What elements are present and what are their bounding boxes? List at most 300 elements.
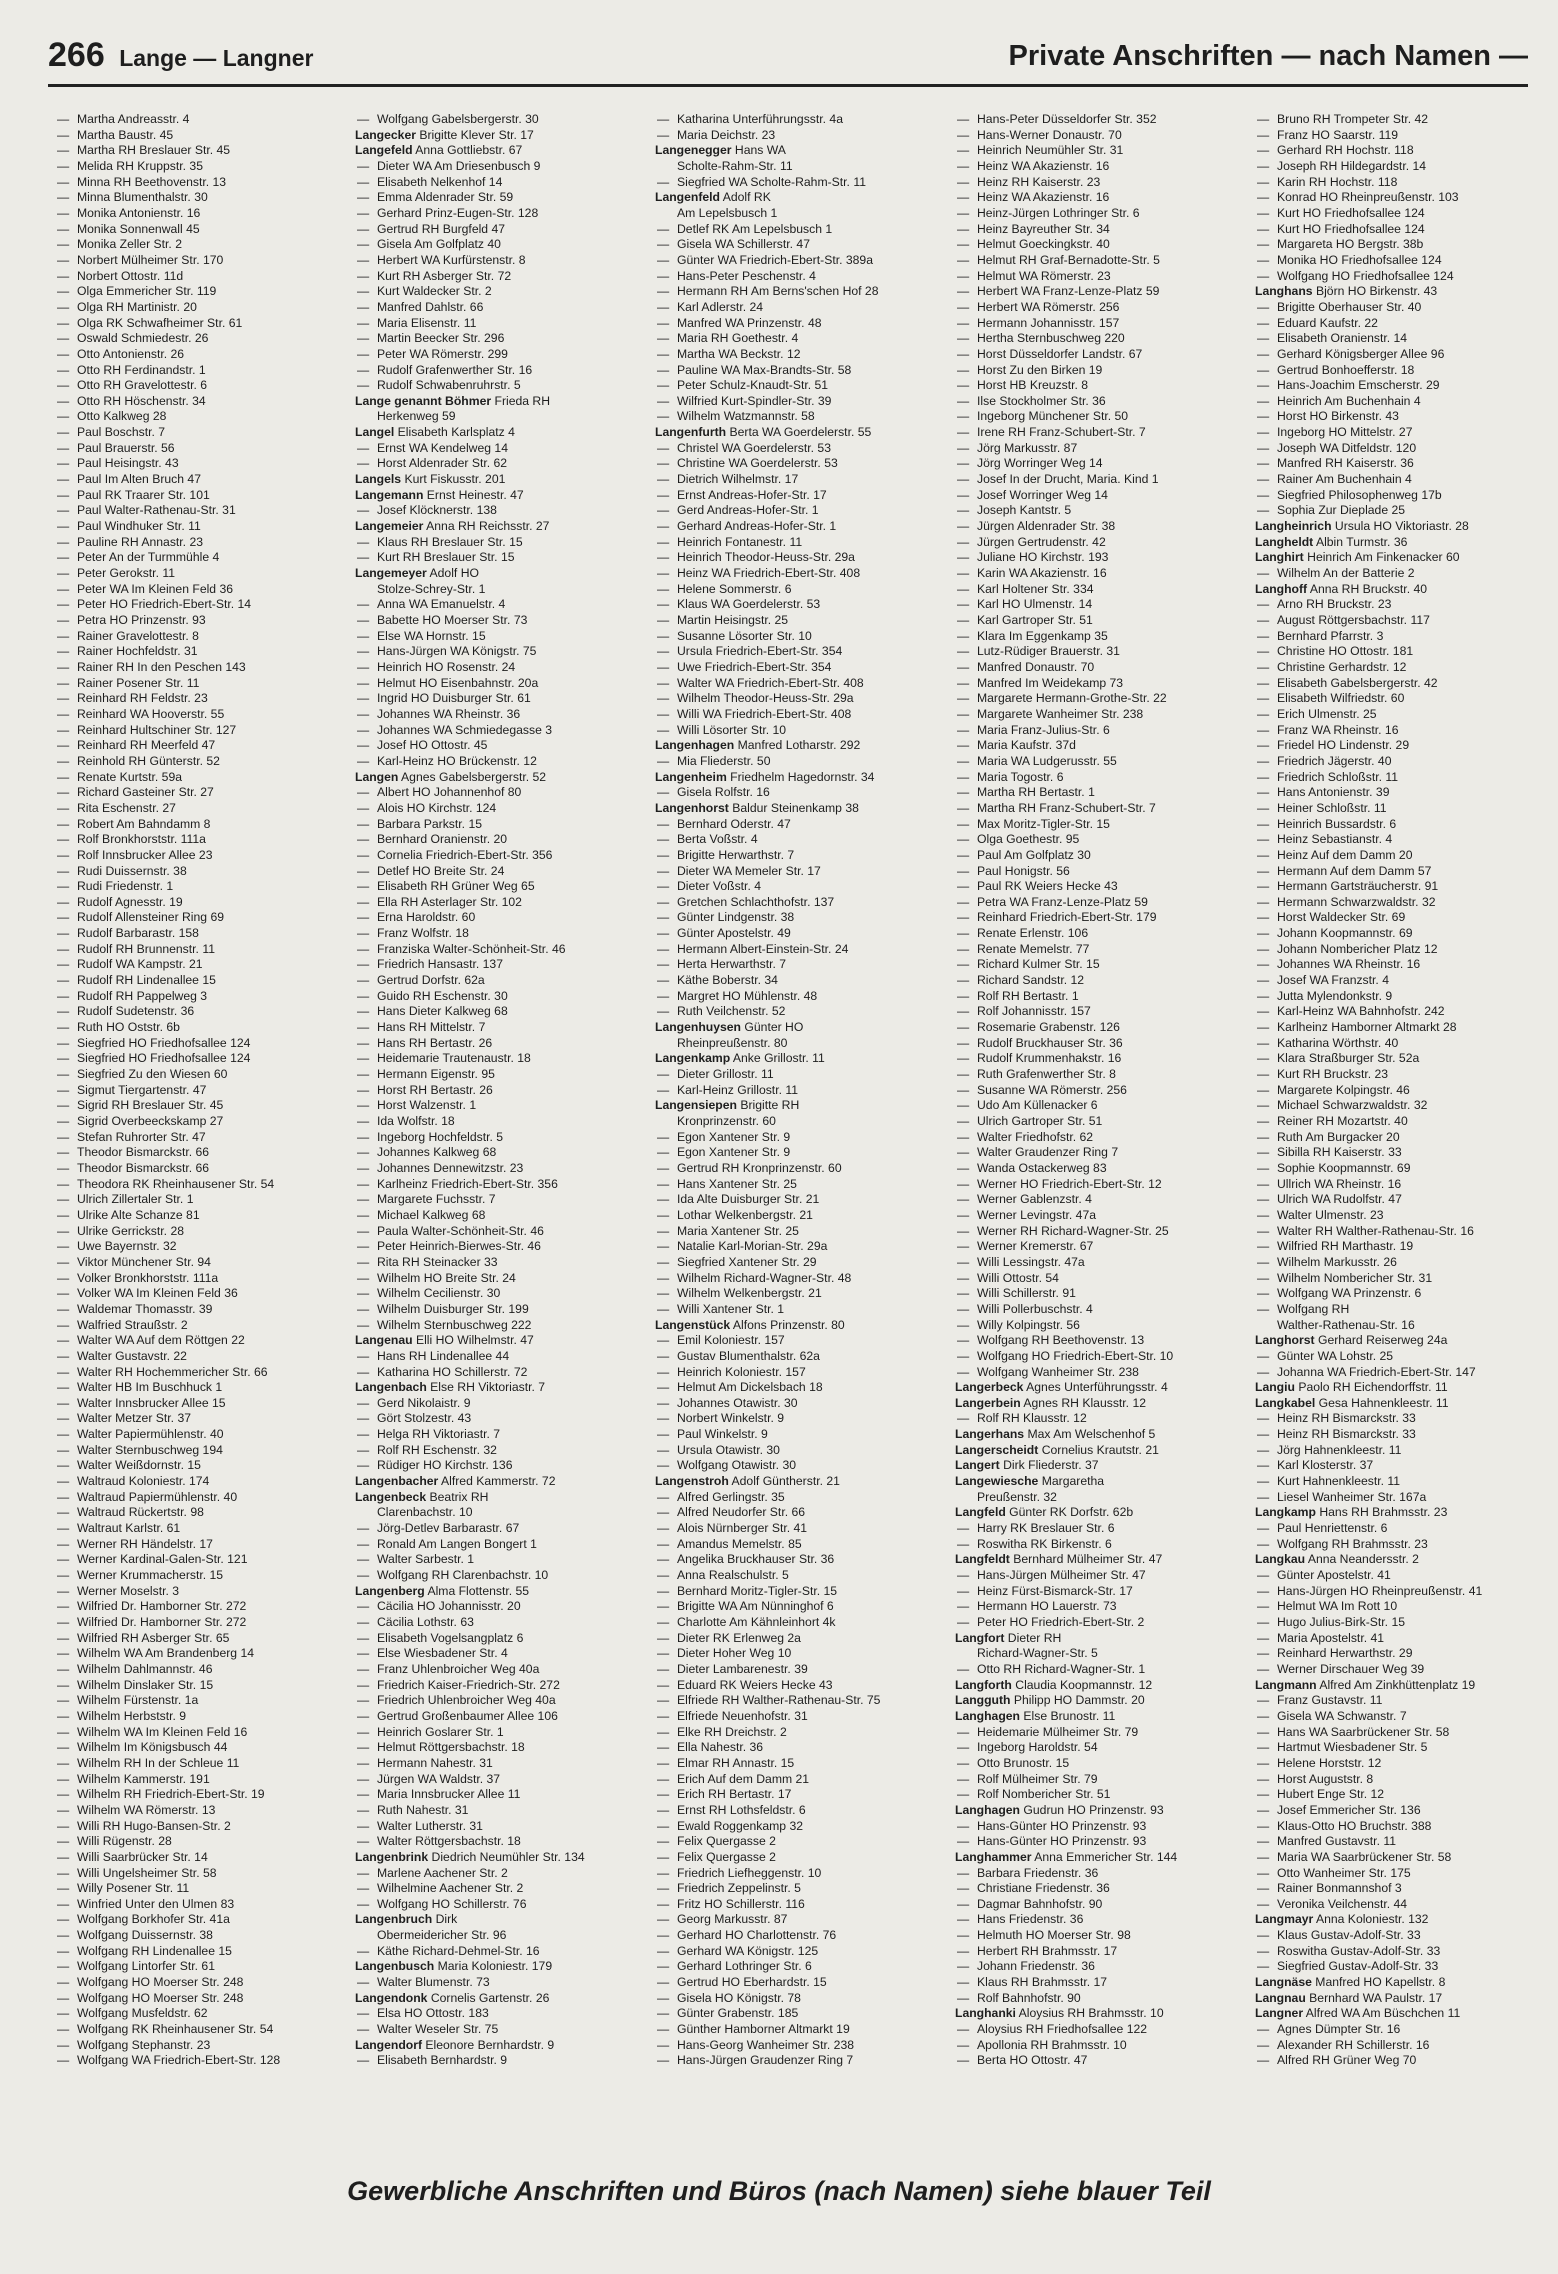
ditto-dash: — (657, 550, 670, 565)
listing-entry: — Monika HO Friedhofsallee 124 (1257, 252, 1442, 267)
ditto-dash: — (357, 2022, 370, 2037)
ditto-dash: — (357, 268, 370, 283)
ditto-dash: — (357, 112, 370, 126)
ditto-dash: — (1257, 205, 1270, 220)
listing-entry: — Horst HO Birkenstr. 43 (1257, 409, 1399, 424)
surname-entry: Langecker Brigitte Klever Str. 17 (355, 127, 534, 142)
ditto-dash: — (1257, 503, 1270, 518)
listing-entry: — Jürgen Aldenrader Str. 38 (957, 519, 1116, 534)
listing-entry: — Felix Quergasse 2 (657, 1849, 776, 1864)
listing-entry: — Juliane HO Kirchstr. 193 (957, 550, 1109, 565)
ditto-dash: — (957, 1301, 970, 1316)
ditto-dash: — (1257, 988, 1270, 1003)
ditto-dash: — (957, 1286, 970, 1301)
surname-entry: Langhammer Anna Emmericher Str. 144 (955, 1849, 1178, 1864)
listing-entry: — Reinhard WA Hooverstr. 55 (57, 706, 225, 721)
listing-entry: — Maria Apostelstr. 41 (1257, 1630, 1385, 1645)
continuation-line: Stolze-Schrey-Str. 1 (377, 581, 486, 596)
ditto-dash: — (657, 659, 670, 674)
surname-entry: Langmayr Anna Koloniestr. 132 (1255, 1912, 1429, 1927)
ditto-dash: — (357, 331, 370, 346)
listing-entry: — Karl-Heinz WA Bahnhofstr. 242 (1257, 1004, 1445, 1019)
ditto-dash: — (957, 2022, 970, 2037)
listing-entry: — Werner Kardinal-Galen-Str. 121 (57, 1552, 248, 1567)
ditto-dash: — (957, 1865, 970, 1880)
ditto-dash: — (57, 143, 70, 158)
ditto-dash: — (57, 393, 70, 408)
ditto-dash: — (1257, 706, 1270, 721)
ditto-dash: — (57, 1787, 70, 1802)
ditto-dash: — (1257, 1082, 1270, 1097)
ditto-dash: — (657, 1787, 670, 1802)
ditto-dash: — (357, 847, 370, 862)
ditto-dash: — (357, 1802, 370, 1817)
ditto-dash: — (657, 832, 670, 847)
surname: Langerscheidt (955, 1442, 1039, 1457)
continuation-line: Obermeidericher Str. 96 (377, 1928, 507, 1943)
ditto-dash: — (1257, 1348, 1270, 1363)
listing-entry: — Wolfgang WA Friedrich-Ebert-Str. 128 (57, 2053, 281, 2068)
ditto-dash: — (57, 2022, 70, 2037)
ditto-dash: — (357, 1568, 370, 1583)
listing-entry: — Willi Saarbrücker Str. 14 (57, 1849, 208, 1864)
listing-entry: — Gisela Am Golfplatz 40 (357, 237, 501, 252)
ditto-dash: — (357, 1082, 370, 1097)
listing-entry: — Ruth Am Burgacker 20 (1257, 1129, 1400, 1144)
listing-entry: — Karl Klosterstr. 37 (1257, 1458, 1374, 1473)
ditto-dash: — (357, 691, 370, 706)
ditto-dash: — (957, 1661, 970, 1676)
directory-column-4 (955, 112, 1255, 2147)
listing-entry: — Richard Sandstr. 12 (957, 973, 1085, 988)
listing-entry: — Hans-Werner Donaustr. 70 (957, 127, 1122, 142)
ditto-dash: — (657, 1818, 670, 1833)
ditto-dash: — (57, 378, 70, 393)
listing-entry: — Volker Bronkhorststr. 111a (57, 1270, 219, 1285)
listing-entry: — Ulrich WA Rudolfstr. 47 (1257, 1192, 1402, 1207)
surname-entry: Langerscheidt Cornelius Krautstr. 21 (955, 1442, 1159, 1457)
listing-entry: — Walter Weseler Str. 75 (357, 2022, 499, 2037)
listing-entry: — Fritz HO Schillerstr. 116 (657, 1896, 805, 1911)
ditto-dash: — (657, 1536, 670, 1551)
ditto-dash: — (57, 1270, 70, 1285)
listing-entry: — Norbert Ottostr. 11d (57, 268, 184, 283)
ditto-dash: — (957, 1051, 970, 1066)
listing-entry: — Gisela WA Schillerstr. 47 (657, 237, 810, 252)
ditto-dash: — (657, 941, 670, 956)
surname: Langert (955, 1458, 1000, 1473)
surname-entry: Langenstroh Adolf Güntherstr. 21 (655, 1474, 840, 1489)
listing-entry: — Karl-Heinz Grillostr. 11 (657, 1082, 799, 1097)
ditto-dash: — (357, 1035, 370, 1050)
listing-entry: — Heinz Fürst-Bismarck-Str. 17 (957, 1583, 1133, 1598)
ditto-dash: — (57, 1552, 70, 1567)
ditto-dash: — (57, 566, 70, 581)
ditto-dash: — (357, 1771, 370, 1786)
ditto-dash: — (1257, 1098, 1270, 1113)
listing-entry: — Horst Auguststr. 8 (1257, 1771, 1374, 1786)
ditto-dash: — (1257, 1442, 1270, 1457)
ditto-dash: — (957, 1411, 970, 1426)
ditto-dash: — (357, 1975, 370, 1990)
listing-entry: — Helmut Am Dickelsbach 18 (657, 1380, 823, 1395)
ditto-dash: — (657, 581, 670, 596)
listing-entry: — Hans RH Bertastr. 26 (357, 1035, 493, 1050)
ditto-dash: — (57, 205, 70, 220)
listing-entry: — Siegfried Zu den Wiesen 60 (57, 1067, 228, 1082)
listing-entry: — Hans-Peter Peschenstr. 4 (657, 268, 816, 283)
ditto-dash: — (357, 1458, 370, 1473)
listing-entry: — Natalie Karl-Morian-Str. 29a (657, 1239, 828, 1254)
listing-entry: — Olga Goethestr. 95 (957, 832, 1080, 847)
listing-entry: — Gerhard Andreas-Hofer-Str. 1 (657, 519, 837, 534)
ditto-dash: — (957, 425, 970, 440)
listing-entry: — Werner Levingstr. 47a (957, 1207, 1097, 1222)
listing-entry: — Ulrike Gerrickstr. 28 (57, 1223, 184, 1238)
listing-entry: — Hans Antonienstr. 39 (1257, 785, 1390, 800)
ditto-dash: — (657, 112, 670, 126)
ditto-dash: — (957, 1333, 970, 1348)
ditto-dash: — (57, 127, 70, 142)
listing-entry: — Johannes WA Schmiedegasse 3 (357, 722, 553, 737)
ditto-dash: — (57, 1458, 70, 1473)
ditto-dash: — (657, 847, 670, 862)
surname: Langefeld (355, 143, 413, 158)
ditto-dash: — (357, 205, 370, 220)
listing-entry: — Wolfgang Borkhofer Str. 41a (57, 1912, 230, 1927)
surname-entry: Langkabel Gesa Hahnenkleestr. 11 (1255, 1395, 1449, 1410)
surname-entry: Langmann Alfred Am Zinkhüttenplatz 19 (1255, 1677, 1476, 1692)
listing-entry: — Roswitha RK Birkenstr. 6 (957, 1536, 1112, 1551)
ditto-dash: — (57, 941, 70, 956)
ditto-dash: — (57, 1740, 70, 1755)
listing-entry: — Manfred RH Kaiserstr. 36 (1257, 456, 1414, 471)
ditto-dash: — (1257, 1458, 1270, 1473)
surname-entry: Langemeier Anna RH Reichsstr. 27 (355, 519, 550, 534)
ditto-dash: — (657, 534, 670, 549)
listing-entry: — Eduard Kaufstr. 22 (1257, 315, 1378, 330)
ditto-dash: — (657, 1364, 670, 1379)
listing-entry: — Johannes Kalkweg 68 (357, 1145, 497, 1160)
ditto-dash: — (1257, 1489, 1270, 1504)
ditto-dash: — (1257, 1928, 1270, 1943)
listing-entry: — Siegfried Gustav-Adolf-Str. 33 (1257, 1959, 1439, 1974)
listing-entry: — Rudolf RH Brunnenstr. 11 (57, 941, 215, 956)
surname: Langhans (1255, 284, 1313, 299)
listing-entry: — Friedrich Uhlenbroicher Weg 40a (357, 1693, 556, 1708)
ditto-dash: — (57, 503, 70, 518)
continuation-line: Herkenweg 59 (377, 409, 456, 424)
listing-entry: — Johanna WA Friedrich-Ebert-Str. 147 (1257, 1364, 1476, 1379)
ditto-dash: — (57, 800, 70, 815)
continuation-line: Preußenstr. 32 (977, 1489, 1057, 1504)
listing-entry: — Johann Koopmannstr. 69 (1257, 926, 1413, 941)
ditto-dash: — (957, 706, 970, 721)
listing-entry: — Walter Weißdornstr. 15 (57, 1458, 201, 1473)
listing-entry: — Elisabeth Wilfriedstr. 60 (1257, 691, 1405, 706)
ditto-dash: — (57, 1661, 70, 1676)
page-heading-left (48, 36, 313, 75)
listing-entry: — Richard Gasteiner Str. 27 (57, 785, 214, 800)
listing-entry: — Ella Nahestr. 36 (657, 1740, 764, 1755)
surname-entry: Langhanki Aloysius RH Brahmsstr. 10 (955, 2006, 1164, 2021)
ditto-dash: — (357, 1098, 370, 1113)
listing-entry: — Gerhard RH Hochstr. 118 (1257, 143, 1414, 158)
surname: Langenfeld (655, 190, 721, 205)
listing-entry: — Else WA Hornstr. 15 (357, 628, 486, 643)
listing-entry: — Rolf RH Bertastr. 1 (957, 988, 1079, 1003)
listing-entry: — Martha Andreasstr. 4 (57, 112, 190, 126)
ditto-dash: — (357, 1317, 370, 1332)
ditto-dash: — (57, 1724, 70, 1739)
ditto-dash: — (57, 534, 70, 549)
listing-entry: — Gretchen Schlachthofstr. 137 (657, 894, 835, 909)
listing-entry: — Walfried Straußstr. 2 (57, 1317, 188, 1332)
listing-entry: — Emil Koloniestr. 157 (657, 1333, 785, 1348)
listing-entry: — Waltraud Papiermühlenstr. 40 (57, 1489, 238, 1504)
listing-entry: — Walter Gustavstr. 22 (57, 1348, 187, 1363)
surname: Langfeldt (955, 1552, 1010, 1567)
listing-entry: — Wolfgang RK Rheinhausener Str. 54 (57, 2022, 274, 2037)
listing-entry: — Gisela Rolfstr. 16 (657, 785, 770, 800)
surname-entry: Langen Agnes Gabelsbergerstr. 52 (355, 769, 547, 784)
listing-entry: — Reinhard Friedrich-Ebert-Str. 179 (957, 910, 1157, 925)
listing-entry: — Josef In der Drucht, Maria. Kind 1 (957, 472, 1159, 487)
ditto-dash: — (957, 800, 970, 815)
ditto-dash: — (957, 659, 970, 674)
ditto-dash: — (1257, 785, 1270, 800)
listing-entry: — Anna Realschulstr. 5 (657, 1568, 789, 1583)
ditto-dash: — (1257, 1536, 1270, 1551)
surname-entry: Langert Dirk Fliederstr. 37 (955, 1458, 1099, 1473)
ditto-dash: — (657, 1661, 670, 1676)
directory-column-3 (655, 112, 955, 2147)
surname: Langhirt (1255, 550, 1304, 565)
listing-entry: — Rita Eschenstr. 27 (57, 800, 176, 815)
listing-entry: — Babette HO Moerser Str. 73 (357, 613, 528, 627)
ditto-dash: — (1257, 816, 1270, 831)
listing-entry: — Ilse Stockholmer Str. 36 (957, 393, 1106, 408)
listing-entry: — Margret HO Mühlenstr. 48 (657, 988, 818, 1003)
ditto-dash: — (357, 1834, 370, 1849)
ditto-dash: — (57, 581, 70, 596)
surname-entry: Langfort Dieter RH (955, 1630, 1062, 1645)
ditto-dash: — (57, 158, 70, 173)
listing-entry: — Hermann Schwarzwaldstr. 32 (1257, 894, 1436, 909)
listing-entry: — Wolfgang WA Prinzenstr. 6 (1257, 1286, 1422, 1301)
listing-entry: — Rudolf RH Lindenallee 15 (57, 973, 216, 988)
listing-entry: — Dieter Lambarenestr. 39 (657, 1661, 808, 1676)
listing-entry: — Karin WA Akazienstr. 16 (957, 566, 1107, 581)
continuation-line: Clarenbachstr. 10 (377, 1505, 473, 1520)
ditto-dash: — (1257, 1286, 1270, 1301)
ditto-dash: — (957, 1035, 970, 1050)
ditto-dash: — (357, 1521, 370, 1536)
listing-entry: — Hans Dieter Kalkweg 68 (357, 1004, 508, 1019)
ditto-dash: — (57, 425, 70, 440)
ditto-dash: — (957, 440, 970, 455)
ditto-dash: — (957, 1568, 970, 1583)
listing-entry: — Helene Sommerstr. 6 (657, 581, 792, 596)
listing-entry: — Manfred Donaustr. 70 (957, 659, 1095, 674)
listing-entry: — Wolfgang HO Moerser Str. 248 (57, 1975, 244, 1990)
listing-entry: — Paul Heisingstr. 43 (57, 456, 179, 471)
ditto-dash: — (57, 1082, 70, 1097)
listing-entry: — Manfred Gustavstr. 11 (1257, 1834, 1396, 1849)
ditto-dash: — (57, 1301, 70, 1316)
listing-entry: — Gertrud RH Kronprinzenstr. 60 (657, 1160, 842, 1175)
listing-entry: — Alois Nürnberger Str. 41 (657, 1521, 808, 1536)
ditto-dash: — (1257, 1724, 1270, 1739)
ditto-dash: — (57, 1239, 70, 1254)
ditto-dash: — (657, 1145, 670, 1160)
ditto-dash: — (657, 1192, 670, 1207)
listing-entry: — Erich Ulmenstr. 25 (1257, 706, 1377, 721)
ditto-dash: — (1257, 1615, 1270, 1629)
ditto-dash: — (1257, 847, 1270, 862)
ditto-dash: — (57, 926, 70, 941)
listing-entry: — Willi Ungelsheimer Str. 58 (57, 1865, 217, 1880)
surname-entry: Langenkamp Anke Grillostr. 11 (655, 1051, 825, 1066)
listing-entry: — Elmar RH Annastr. 15 (657, 1755, 795, 1770)
listing-entry: — Renate Erlenstr. 106 (957, 926, 1089, 941)
surname: Langmayr (1255, 1912, 1314, 1927)
ditto-dash: — (1257, 1959, 1270, 1974)
ditto-dash: — (57, 1067, 70, 1082)
ditto-dash: — (57, 1004, 70, 1019)
continuation-line: Kronprinzenstr. 60 (677, 1114, 776, 1128)
listing-entry: — Reinhard Herwarthstr. 29 (1257, 1646, 1413, 1661)
ditto-dash: — (1257, 1020, 1270, 1035)
listing-entry: — Horst Düsseldorfer Landstr. 67 (957, 346, 1143, 361)
listing-entry: — Karl Holtener Str. 334 (957, 581, 1094, 596)
listing-entry: — Gertrud Dorfstr. 62a (357, 973, 485, 988)
ditto-dash: — (357, 1192, 370, 1207)
ditto-dash: — (57, 1849, 70, 1864)
ditto-dash: — (1257, 644, 1270, 659)
listing-entry: — Walter HB Im Buschhuck 1 (57, 1380, 223, 1395)
listing-entry: — Dieter Voßstr. 4 (657, 879, 761, 894)
ditto-dash: — (657, 1521, 670, 1536)
surname: Langhanki (955, 2006, 1016, 2021)
ditto-dash: — (57, 1646, 70, 1661)
ditto-dash: — (957, 816, 970, 831)
ditto-dash: — (957, 1912, 970, 1927)
listing-entry: — Gertrud Großenbaumer Allee 106 (357, 1708, 558, 1723)
ditto-dash: — (357, 1286, 370, 1301)
listing-entry: — Renate Memelstr. 77 (957, 941, 1090, 956)
listing-entry: — Walter Papiermühlenstr. 40 (57, 1427, 224, 1442)
ditto-dash: — (357, 1630, 370, 1645)
listing-entry: — Christine Gerhardstr. 12 (1257, 659, 1407, 674)
listing-entry: — Werner Moselstr. 3 (57, 1583, 180, 1598)
listing-entry: — Martin Heisingstr. 25 (657, 613, 789, 627)
ditto-dash: — (657, 926, 670, 941)
surname: Langguth (955, 1693, 1011, 1708)
ditto-dash: — (1257, 346, 1270, 361)
ditto-dash: — (57, 973, 70, 988)
listing-entry: — Rudolf Agnesstr. 19 (57, 894, 183, 909)
ditto-dash: — (957, 926, 970, 941)
listing-entry: — Heinrich Theodor-Heuss-Str. 29a (657, 550, 855, 565)
listing-entry: — Paul Walter-Rathenau-Str. 31 (57, 503, 236, 518)
ditto-dash: — (957, 941, 970, 956)
listing-entry: — Klara Im Eggenkamp 35 (957, 628, 1108, 643)
listing-entry: — Hermann Auf dem Damm 57 (1257, 863, 1432, 878)
ditto-dash: — (957, 1192, 970, 1207)
listing-entry: — Werner HO Friedrich-Ebert-Str. 12 (957, 1176, 1162, 1191)
listing-entry: — Kurt HO Friedhofsallee 124 (1257, 205, 1425, 220)
ditto-dash: — (657, 1599, 670, 1614)
listing-entry: — Hermann Eigenstr. 95 (357, 1067, 495, 1082)
listing-entry: — Hertha Sternbuschweg 220 (957, 331, 1125, 346)
ditto-dash: — (657, 1333, 670, 1348)
ditto-dash: — (957, 1176, 970, 1191)
listing-entry: — Gertrud RH Burgfeld 47 (357, 221, 506, 236)
ditto-dash: — (657, 973, 670, 988)
listing-entry: — Dagmar Bahnhofstr. 90 (957, 1896, 1103, 1911)
ditto-dash: — (657, 472, 670, 487)
listing-entry: — Sigrid RH Breslauer Str. 45 (57, 1098, 224, 1113)
listing-entry: — Horst Zu den Birken 19 (957, 362, 1103, 377)
ditto-dash: — (57, 268, 70, 283)
ditto-dash: — (357, 1020, 370, 1035)
listing-entry: — Jörg-Detlev Barbarastr. 67 (357, 1521, 520, 1536)
listing-entry: — Rudolf Grafenwerther Str. 16 (357, 362, 533, 377)
listing-entry: — Herbert RH Brahmsstr. 17 (957, 1943, 1118, 1958)
ditto-dash: — (1257, 299, 1270, 314)
listing-entry: — Herbert WA Römerstr. 256 (957, 299, 1120, 314)
listing-entry: — Rudolf Schwabenruhrstr. 5 (357, 378, 521, 393)
listing-entry: — Brigitte Oberhauser Str. 40 (1257, 299, 1422, 314)
ditto-dash: — (657, 1708, 670, 1723)
listing-entry: — Emma Aldenrader Str. 59 (357, 190, 514, 205)
ditto-dash: — (957, 550, 970, 565)
listing-entry: — Monika Sonnenwall 45 (57, 221, 200, 236)
ditto-dash: — (57, 706, 70, 721)
ditto-dash: — (1257, 675, 1270, 690)
ditto-dash: — (57, 190, 70, 205)
ditto-dash: — (657, 1489, 670, 1504)
listing-entry: — Rudolf Barbarastr. 158 (57, 926, 199, 941)
listing-entry: — Waltraud Koloniestr. 174 (57, 1474, 210, 1489)
ditto-dash: — (357, 1755, 370, 1770)
surname: Langenau (355, 1333, 413, 1348)
listing-entry: — Peter HO Friedrich-Ebert-Str. 14 (57, 597, 252, 612)
listing-entry: — Paula Walter-Schönheit-Str. 46 (357, 1223, 544, 1238)
listing-entry: — Ida Wolfstr. 18 (357, 1114, 455, 1128)
listing-entry: — Peter Heinrich-Bierwes-Str. 46 (357, 1239, 541, 1254)
listing-entry: — Karin RH Hochstr. 118 (1257, 174, 1398, 189)
ditto-dash: — (657, 299, 670, 314)
ditto-dash: — (957, 847, 970, 862)
continuation-line: Rheinpreußenstr. 80 (677, 1035, 788, 1050)
ditto-dash: — (57, 1834, 70, 1849)
surname: Langheldt (1255, 534, 1314, 549)
listing-entry: — Theodor Bismarckstr. 66 (57, 1145, 210, 1160)
listing-entry: — Otto Kalkweg 28 (57, 409, 167, 424)
ditto-dash: — (1257, 1129, 1270, 1144)
listing-entry: — Günter WA Friedrich-Ebert-Str. 389a (657, 252, 873, 267)
surname: Langner (1255, 2006, 1304, 2021)
ditto-dash: — (1257, 1802, 1270, 1817)
surname: Langforth (955, 1677, 1012, 1692)
ditto-dash: — (657, 440, 670, 455)
listing-entry: — Josef Emmericher Str. 136 (1257, 1802, 1421, 1817)
ditto-dash: — (357, 1114, 370, 1128)
listing-entry: — Gisela WA Schwanstr. 7 (1257, 1708, 1407, 1723)
ditto-dash: — (657, 1207, 670, 1222)
